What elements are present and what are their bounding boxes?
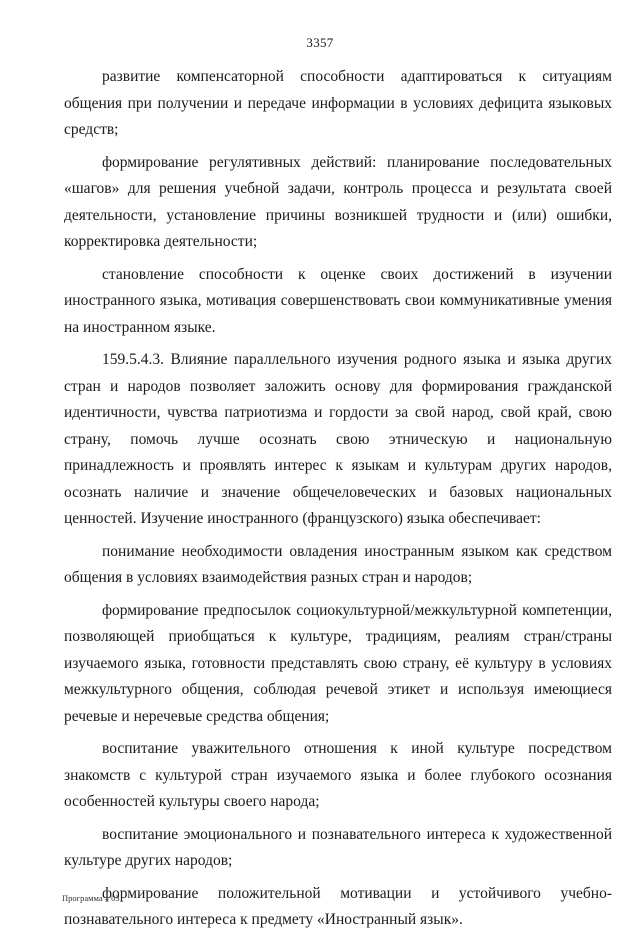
document-body (64, 64, 612, 940)
paragraph-understanding-necessity: понимание необходимости овладения иностранным языком как средством общения в условиях взаимодействия разных стран и народов; (64, 542, 612, 586)
paragraph-regulatory-actions: формирование регулятивных действий: планирование последовательных «шагов» для решения учебной задачи, контроль процесса и результата своей деятельности, установление причины возникшей трудности и (или) ошибки, корректировка деятельности; (64, 153, 612, 250)
paragraph-emotional-interest: воспитание эмоционального и познавательного интереса к художественной культуре других народов; (64, 825, 612, 869)
paragraph-respectful-attitude: воспитание уважительного отношения к иной культуре посредством знакомств с культурой стран изучаемого языка и более глубокого осознания особенностей культуры своего народа; (64, 740, 612, 810)
footer-label: Программа – 03 (62, 893, 120, 903)
page-number: 3357 (306, 35, 334, 50)
paragraph-sociocultural-competence: формирование предпосылок социокультурной/межкультурной компетенции, позволяющей приобщаться к культуре, традициям, реалиям стран/страны изучаемого языка, готовности представлять свою страну, её культуру в условиях межкультурного общения, соблюдая речевой этикет и используя имеющиеся речевые и неречевые средства общения; (64, 601, 612, 725)
paragraph-section-159-5-4-3: 159.5.4.3. Влияние параллельного изучения родного языка и языка других стран и народов позволяет заложить основу для формирования гражданской идентичности, чувства патриотизма и гордости за свой народ, свой край, свою страну, помочь лучше осознать свою этническую и национальную принадлежность и проявлять интерес к языкам и культурам других народов, осознать наличие и значение общечеловеческих и базовых национальных ценностей. Изучение иностранного (французского) языка обеспечивает: (64, 351, 612, 527)
paragraph-positive-motivation: формирование положительной мотивации и устойчивого учебно-познавательного интереса к предмету «Иностранный язык». (64, 884, 612, 928)
paragraph-self-assessment: становление способности к оценке своих достижений в изучении иностранного языка, мотивация совершенствовать свои коммуникативные умения на иностранном языке. (64, 265, 612, 336)
paragraph-compensatory-ability: развитие компенсаторной способности адаптироваться к ситуациям общения при получении и передаче информации в условиях дефицита языковых средств; (64, 68, 612, 138)
